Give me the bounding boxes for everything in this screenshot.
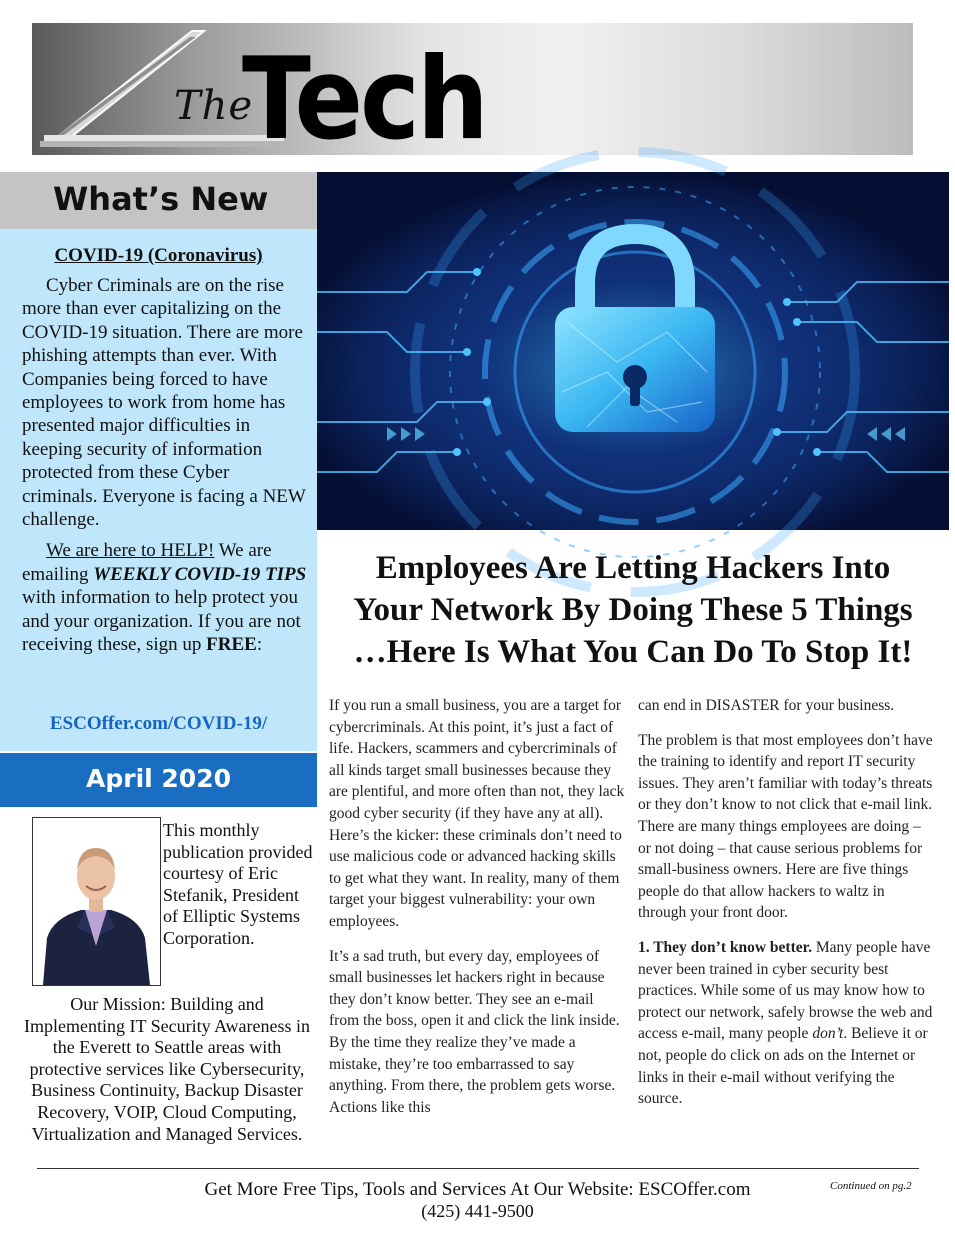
continued-note: Continued on pg.2 <box>830 1180 912 1192</box>
month-bar <box>0 753 317 807</box>
headline-line-3: …Here Is What You Can Do To Stop It! <box>353 634 913 670</box>
person-image <box>33 818 160 985</box>
help-text-1: We are emailing <box>22 540 272 585</box>
whats-new-header <box>0 172 317 229</box>
month-label: April 2020 <box>86 764 231 793</box>
masthead-title: Tech <box>242 32 486 165</box>
article-headline <box>317 547 949 673</box>
headline-line-2: Your Network By Doing These 5 Things <box>353 592 913 628</box>
article-column-2 <box>638 695 933 1110</box>
whats-new-box <box>0 229 317 751</box>
tip-1-text-b: . Believe it or not, people do click on ads on the Internet or links in their e-mail without verifying the source. <box>638 1025 928 1108</box>
hero-image <box>317 172 949 530</box>
help-emphasis: WEEKLY COVID-19 TIPS <box>93 563 307 585</box>
covid-paragraph: Cyber Criminals are on the rise more than ever capitalizing on the COVID-19 situation. There are more phishing attempts than ever. With Companies being forced to have employees to work from home has presented major difficulties in keeping security of information protected from these Cyber criminals. Everyone is facing a NEW challenge. <box>22 275 306 531</box>
publisher-text: This monthly publication provided courtesy of Eric Stefanik, President of Elliptic Systems Corporation. <box>163 820 313 948</box>
help-free: FREE <box>206 634 257 656</box>
padlock-circuit-image <box>317 172 949 530</box>
col1-paragraph-2: It’s a sad truth, but every day, employees of small businesses let hackers right in because they don’t know better. They see an e-mail from the boss, open it and click the link inside. By the time they realize they’ve made a mistake, they’re too embarrassed to say anything. From there, the problem gets worse. Actions like this <box>329 947 620 1116</box>
whats-new-title: What’s New <box>53 180 269 218</box>
mission-text: Our Mission: Building and Implementing IT Security Awareness in the Everett to Seattle areas with protective services like Cybersecurity, Business Continuity, Backup Disaster Recovery, VOIP, Cloud Computing, Virtualization and Managed Services. <box>24 994 310 1144</box>
help-link[interactable]: We are here to HELP! <box>46 540 215 562</box>
col1-paragraph-1: If you run a small business, you are a target for cybercriminals. At this point, it’s just a fact of life. Hackers, scammers and cybercriminals of all kinds target small businesses because they are plentiful, and more often than not, they lack good cyber security (if they have any at all). Here’s the kicker: these criminals don’t need to use malicious code or advanced hacking skills to get what they want. In reality, many of them target your biggest vulnerability: your own employees. <box>329 697 625 930</box>
footer-phone: (425) 441-9500 <box>421 1201 534 1221</box>
tip-1-lead: 1. They don’t know better. <box>638 938 812 956</box>
help-paragraph <box>22 539 308 656</box>
masthead-prefix: The <box>174 83 254 129</box>
help-text-3: : <box>256 634 263 656</box>
covid-link[interactable]: ESCOffer.com/COVID-19/ <box>49 713 268 734</box>
col2-paragraph-1: can end in DISASTER for your business. <box>638 697 895 714</box>
covid-body <box>22 274 308 657</box>
article-column-1 <box>329 695 627 1118</box>
headline-line-1: Employees Are Letting Hackers Into <box>375 550 891 586</box>
col2-paragraph-3 <box>638 937 933 1110</box>
publisher-photo <box>32 817 161 986</box>
covid-title: COVID-19 (Coronavirus) <box>54 245 263 266</box>
help-text-2: with information to help protect you and your organization. If you are not receiving these, sign up <box>22 587 301 656</box>
footer-divider <box>37 1168 919 1169</box>
tip-1-text-a: Many people have never been trained in cyber security best practices. While some of us may know how to protect our network, safely browse the web and access e-mail, many people <box>638 938 933 1043</box>
masthead <box>32 23 913 165</box>
col2-paragraph-2: The problem is that most employees don’t have the training to identify and report IT security issues. They aren’t familiar with today’s threats or they don’t know to not click that e-mail link. There are many things employees are doing – or not doing – that cause serious problems for small-business owners. Here are five things people do that allow hackers to waltz in through your front door. <box>638 731 933 922</box>
footer-tagline: Get More Free Tips, Tools and Services At Our Website: ESCOffer.com <box>204 1179 751 1200</box>
tip-1-emphasis: don’t <box>812 1025 844 1043</box>
